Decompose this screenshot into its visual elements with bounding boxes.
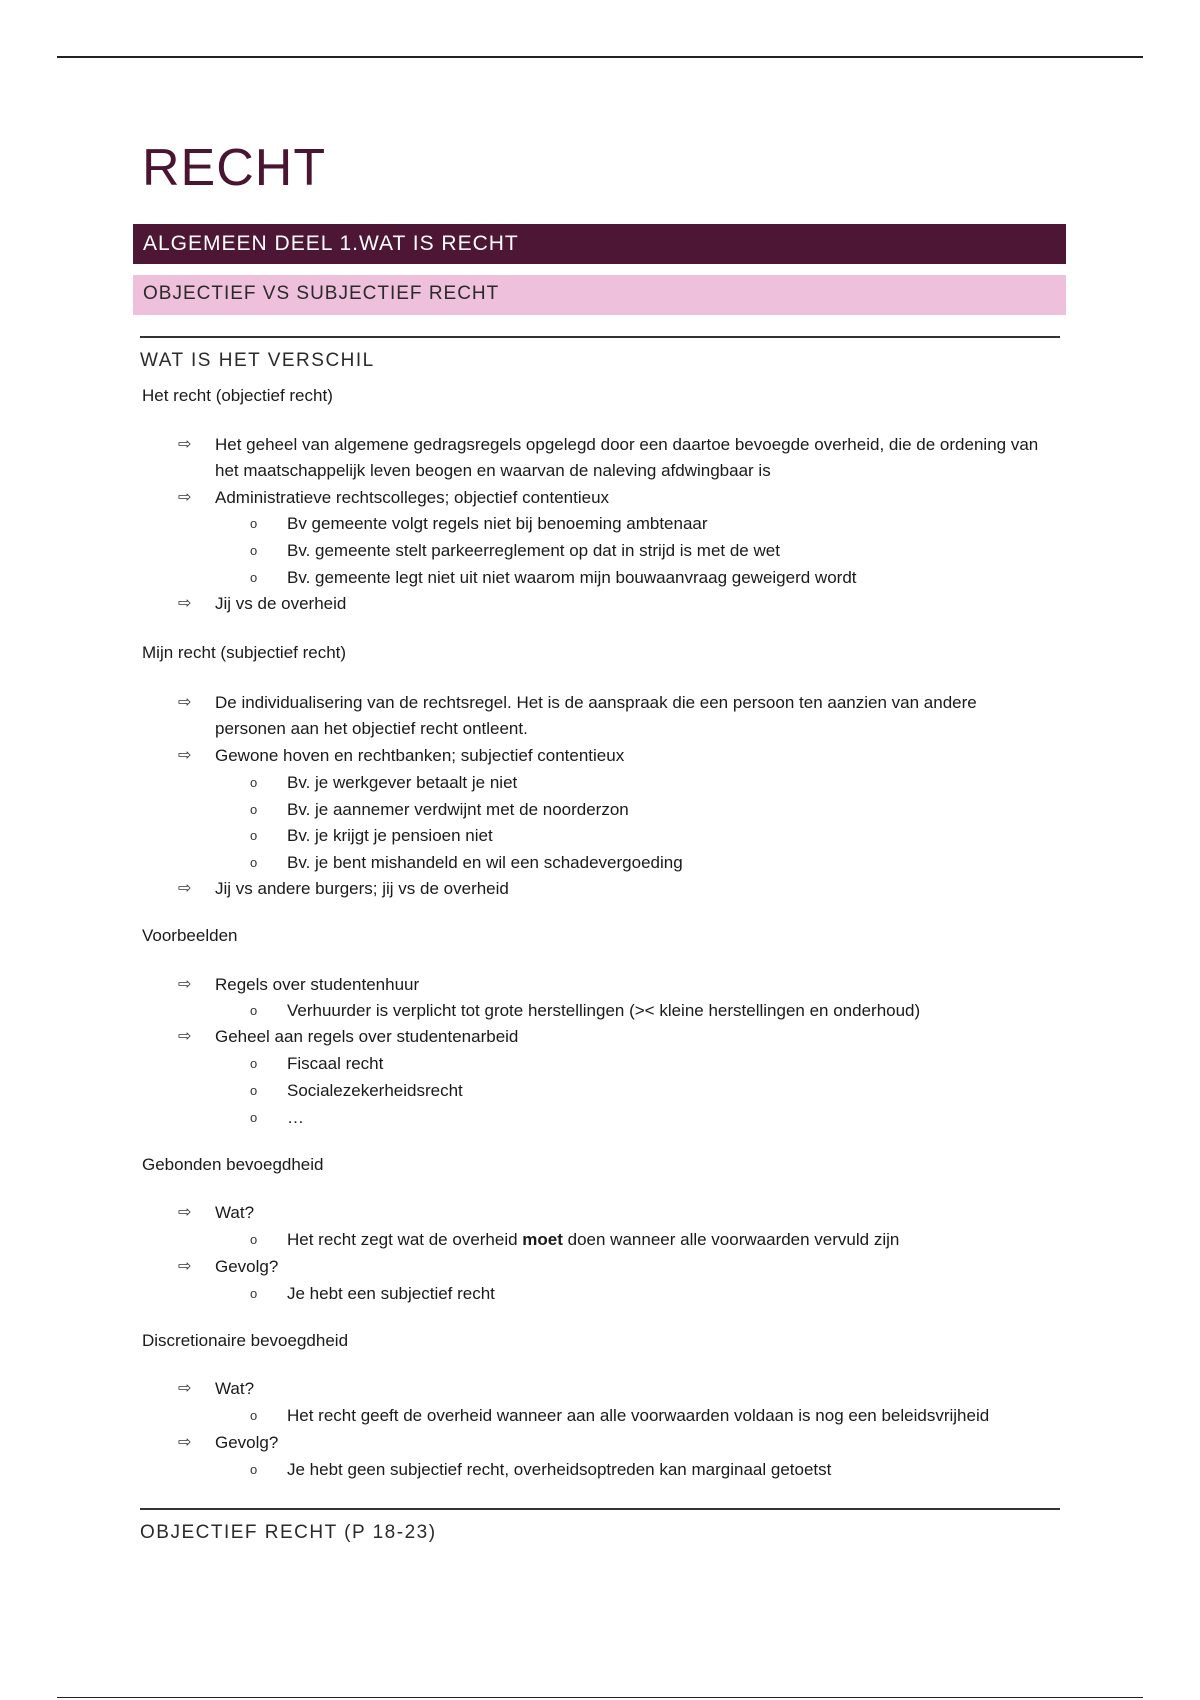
sub-list-item bbox=[250, 797, 1070, 823]
sub-list-item-text: Bv. gemeente stelt parkeerreglement op dat in strijd is met de wet bbox=[287, 541, 780, 560]
circle-bullet-icon: o bbox=[250, 775, 258, 790]
emphasis-moet: moet bbox=[522, 1230, 563, 1249]
circle-bullet-icon: o bbox=[250, 828, 258, 843]
sub-list-item-text: Bv. je werkgever betaalt je niet bbox=[287, 773, 518, 792]
list-item bbox=[178, 1430, 1048, 1456]
sub-list-item-text bbox=[287, 1227, 1070, 1253]
list-item-text: Het geheel van algemene gedragsregels opgelegd door een daartoe bevoegde overheid, die de ordening van het maatschappelijk leven beogen en waarvan de naleving afdwingbaar is bbox=[215, 435, 1039, 480]
sub-list-item-text-post: doen wanneer alle voorwaarden vervuld zijn bbox=[562, 1230, 900, 1249]
list-item-text: Administratieve rechtscolleges; objectief contentieux bbox=[215, 488, 610, 507]
paragraph-gebonden: Gebonden bevoegdheid bbox=[142, 1155, 324, 1174]
sub-list-item-text: Het recht geeft de overheid wanneer aan alle voorwaarden voldaan is nog een beleidsvrijheid bbox=[287, 1406, 990, 1425]
sub-list-item bbox=[250, 565, 1070, 591]
arrow-bullet-icon: ⇨ bbox=[178, 1258, 192, 1275]
heading-3-text: OBJECTIEF RECHT (P 18-23) bbox=[140, 1522, 437, 1543]
arrow-bullet-icon: ⇨ bbox=[178, 747, 192, 764]
arrow-bullet-icon: ⇨ bbox=[178, 976, 192, 993]
list-item bbox=[178, 1024, 1048, 1050]
sub-list-item bbox=[250, 770, 1070, 796]
list-item bbox=[178, 1200, 1048, 1226]
page-bottom-rule bbox=[57, 1697, 1143, 1698]
circle-bullet-icon: o bbox=[250, 1110, 258, 1125]
circle-bullet-icon: o bbox=[250, 516, 258, 531]
circle-bullet-icon: o bbox=[250, 1462, 258, 1477]
list-item bbox=[178, 1376, 1048, 1402]
sub-list-item bbox=[250, 1227, 1070, 1253]
circle-bullet-icon: o bbox=[250, 1286, 258, 1301]
heading-3-rule bbox=[140, 1508, 1060, 1510]
list-item-text: Wat? bbox=[215, 1203, 255, 1222]
list-item bbox=[178, 1254, 1048, 1280]
sub-list-item-text: … bbox=[287, 1108, 304, 1127]
arrow-bullet-icon: ⇨ bbox=[178, 595, 192, 612]
list-item bbox=[178, 432, 1048, 484]
circle-bullet-icon: o bbox=[250, 1232, 258, 1247]
heading-3-objectief bbox=[140, 1522, 1060, 1544]
sub-list-item bbox=[250, 1051, 1070, 1077]
sub-list-item bbox=[250, 511, 1070, 537]
paragraph-discretionair: Discretionaire bevoegdheid bbox=[142, 1331, 349, 1350]
list-item bbox=[178, 972, 1048, 998]
sub-list-item-text: Je hebt geen subjectief recht, overheidsoptreden kan marginaal getoetst bbox=[287, 1460, 832, 1479]
list-item bbox=[178, 876, 1048, 902]
sub-list-item bbox=[250, 998, 1070, 1024]
sub-list-item-text: Bv gemeente volgt regels niet bij benoeming ambtenaar bbox=[287, 514, 708, 533]
arrow-bullet-icon: ⇨ bbox=[178, 489, 192, 506]
list-item-text: Gevolg? bbox=[215, 1257, 279, 1276]
sub-list-item bbox=[250, 538, 1070, 564]
paragraph-subjectief: Mijn recht (subjectief recht) bbox=[142, 643, 347, 662]
list-item bbox=[178, 591, 1048, 617]
sub-list-item bbox=[250, 1281, 1070, 1307]
list-item-text: Regels over studentenhuur bbox=[215, 975, 420, 994]
circle-bullet-icon: o bbox=[250, 802, 258, 817]
arrow-bullet-icon: ⇨ bbox=[178, 1028, 192, 1045]
page-top-rule bbox=[57, 56, 1143, 58]
heading-2-band: OBJECTIEF VS SUBJECTIEF RECHT bbox=[133, 275, 1066, 315]
sub-list-item-text: Bv. je krijgt je pensioen niet bbox=[287, 826, 493, 845]
sub-list-item-text-pre: Het recht zegt wat de overheid bbox=[287, 1230, 523, 1249]
circle-bullet-icon: o bbox=[250, 855, 258, 870]
circle-bullet-icon: o bbox=[250, 543, 258, 558]
arrow-bullet-icon: ⇨ bbox=[178, 1380, 192, 1397]
heading-1-band: ALGEMEEN DEEL 1.WAT IS RECHT bbox=[133, 224, 1066, 264]
list-item-text: Gevolg? bbox=[215, 1433, 279, 1452]
arrow-bullet-icon: ⇨ bbox=[178, 436, 192, 453]
list-item-text: De individualisering van de rechtsregel. Het is de aanspraak die een persoon ten aanzien van andere personen aan het objectief recht ontleent. bbox=[215, 693, 977, 738]
sub-list-item bbox=[250, 823, 1070, 849]
list-item bbox=[178, 690, 1048, 742]
sub-list-item bbox=[250, 1105, 1070, 1131]
list-item-text: Geheel aan regels over studentenarbeid bbox=[215, 1027, 519, 1046]
paragraph-objectief: Het recht (objectief recht) bbox=[142, 386, 333, 405]
arrow-bullet-icon: ⇨ bbox=[178, 694, 192, 711]
circle-bullet-icon: o bbox=[250, 570, 258, 585]
sub-list-item bbox=[250, 850, 1070, 876]
circle-bullet-icon: o bbox=[250, 1408, 258, 1423]
list-item-text: Jij vs andere burgers; jij vs de overheid bbox=[215, 879, 509, 898]
sub-list-item-text: Bv. je bent mishandeld en wil een schadevergoeding bbox=[287, 853, 683, 872]
sub-list-item-text: Fiscaal recht bbox=[287, 1054, 384, 1073]
arrow-bullet-icon: ⇨ bbox=[178, 880, 192, 897]
sub-list-item-text: Bv. gemeente legt niet uit niet waarom mijn bouwaanvraag geweigerd wordt bbox=[287, 568, 857, 587]
page-title: RECHT bbox=[142, 139, 327, 197]
sub-list-item-text: Je hebt een subjectief recht bbox=[287, 1284, 495, 1303]
list-item bbox=[178, 485, 1048, 511]
arrow-bullet-icon: ⇨ bbox=[178, 1434, 192, 1451]
circle-bullet-icon: o bbox=[250, 1056, 258, 1071]
list-item-text: Wat? bbox=[215, 1379, 255, 1398]
circle-bullet-icon: o bbox=[250, 1003, 258, 1018]
paragraph-voorbeelden: Voorbeelden bbox=[142, 926, 238, 945]
heading-3-rule bbox=[140, 336, 1060, 338]
list-item bbox=[178, 743, 1048, 769]
list-item-text: Gewone hoven en rechtbanken; subjectief contentieux bbox=[215, 746, 625, 765]
sub-list-item-text: Bv. je aannemer verdwijnt met de noorderzon bbox=[287, 800, 629, 819]
list-item-text: Jij vs de overheid bbox=[215, 594, 347, 613]
sub-list-item bbox=[250, 1403, 1070, 1429]
heading-3-verschil bbox=[140, 350, 1060, 372]
sub-list-item bbox=[250, 1078, 1070, 1104]
heading-3-text: WAT IS HET VERSCHIL bbox=[140, 350, 375, 371]
arrow-bullet-icon: ⇨ bbox=[178, 1204, 192, 1221]
sub-list-item-text: Verhuurder is verplicht tot grote herstellingen (>< kleine herstellingen en onderhoud) bbox=[287, 1001, 921, 1020]
sub-list-item bbox=[250, 1457, 1070, 1483]
sub-list-item-text: Socialezekerheidsrecht bbox=[287, 1081, 463, 1100]
circle-bullet-icon: o bbox=[250, 1083, 258, 1098]
